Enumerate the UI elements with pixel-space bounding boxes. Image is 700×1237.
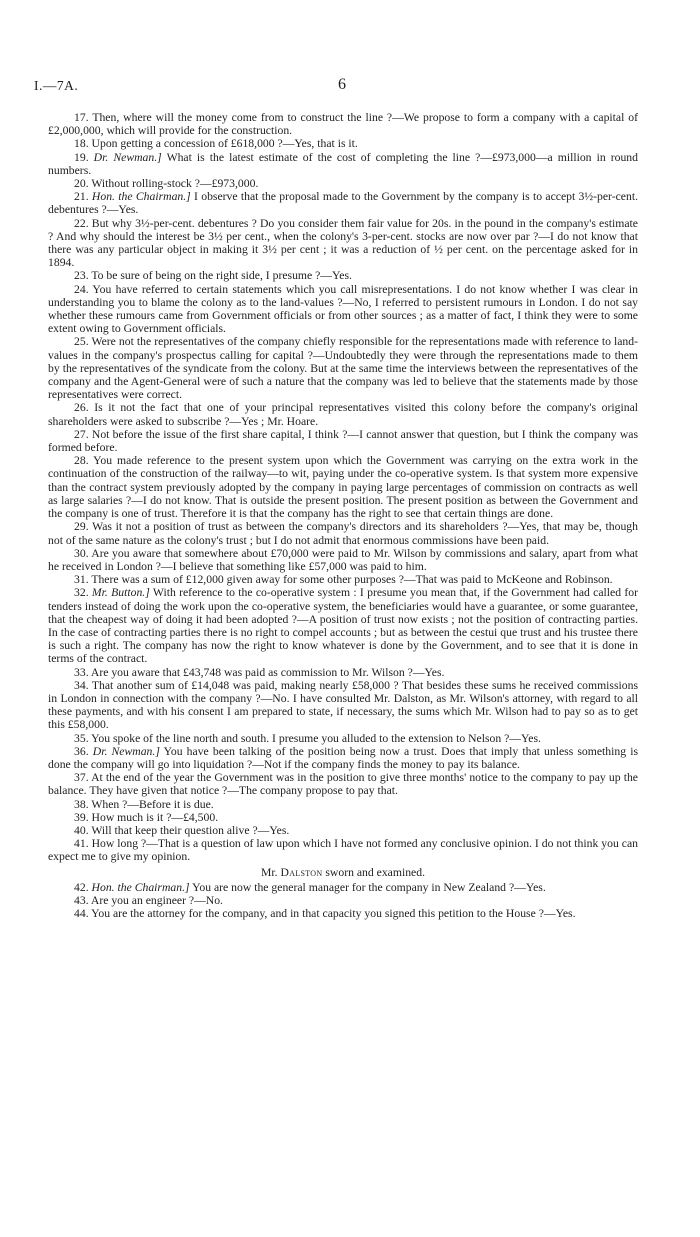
question-number: 21. (74, 190, 92, 204)
question-number: 34. (74, 678, 92, 692)
question-text: At the end of the year the Government was in the position to give three months' notice to the company to pay up the balance. They have given that notice ?—The company propose to pay that. (48, 771, 638, 798)
speaker-label: Hon. the Chairman.] (91, 190, 191, 204)
question-text: There was a sum of £12,000 given away for some other purposes ?—That was paid to McKeone and Robinson. (91, 573, 613, 587)
question-paragraph (48, 454, 638, 520)
question-text: To be sure of being on the right side, I presume ?—Yes. (91, 269, 352, 283)
question-paragraph (48, 547, 638, 573)
speaker-label: Mr. Button.] (91, 586, 150, 600)
question-text: You are the attorney for the company, and in that capacity you signed this petition to the House ?—Yes. (91, 907, 576, 921)
witness-name: Dalston (280, 865, 323, 879)
question-number: 38. (74, 797, 92, 811)
question-number: 36. (74, 744, 93, 758)
question-paragraph (48, 745, 638, 771)
question-text: But why 3½-per-cent. debentures ? Do you consider them fair value for 20s. in the pound in the company's estimate ? And why should the interest be 3½ per cent., when the colony's 3-per-cent. stocks are now over par ?—I do not know that there was any particular object in making it 3½ per cent ; it was a reduction of ½ per cent. on the percentage asked for in 1894. (48, 216, 638, 270)
speaker-label: Dr. Newman.] (93, 150, 162, 164)
speaker-label: Hon. the Chairman.] (91, 880, 190, 894)
question-paragraph (48, 190, 638, 216)
question-number: 37. (74, 771, 92, 785)
question-answer-list-continued (48, 881, 638, 921)
question-text: How much is it ?—£4,500. (91, 810, 219, 824)
question-paragraph (48, 811, 638, 824)
question-paragraph (48, 401, 638, 427)
question-number: 28. (74, 454, 94, 468)
question-text: Were not the representatives of the company chiefly responsible for the representations made with reference to land-values in the company's prospectus calling for capital ?—Undoubtedly they were through the representations made to them by the representatives of the syndicate from the colony. But at the same time the interviews between the representatives of the company and the Agent-General were of such a nature that the company was led to believe that the statements made by those representatives were correct. (48, 335, 638, 402)
document-reference: I.—7A. (34, 78, 79, 93)
question-text: Is it not the fact that one of your principal representatives visited this colony before the company's original shareholders were asked to subscribe ?—Yes ; Mr. Hoare. (48, 401, 639, 428)
question-paragraph (48, 798, 638, 811)
question-number: 26. (74, 401, 95, 415)
question-paragraph (48, 573, 638, 586)
question-text: You spoke of the line north and south. I presume you alluded to the extension to Nelson ?—Yes. (91, 731, 541, 745)
question-paragraph (48, 217, 638, 270)
witness-suffix: sworn and examined. (325, 865, 425, 879)
question-answer-list (48, 111, 638, 864)
question-text: Will that keep their question alive ?—Yes. (91, 823, 290, 837)
question-text: Not before the issue of the first share capital, I think ?—I cannot answer that question, but I think the company was formed before. (48, 427, 638, 455)
question-number: 44. (74, 907, 92, 921)
question-number: 35. (74, 731, 92, 745)
question-paragraph (48, 894, 638, 907)
speaker-label: Dr. Newman.] (92, 744, 160, 758)
question-paragraph (48, 666, 638, 679)
question-text: Without rolling-stock ?—£973,000. (91, 177, 259, 191)
question-paragraph (48, 732, 638, 745)
question-number: 42. (74, 880, 92, 894)
question-number: 27. (74, 427, 92, 441)
question-number: 33. (74, 665, 91, 679)
question-number: 43. (74, 893, 91, 907)
question-number: 41. (74, 837, 92, 851)
question-text: You made reference to the present system upon which the Government was carrying on the extra work in the continuation of the construction of the railway—to wit, paying under the co-operative system. Is that system more expensive than the contract system previously adopted by the company in paying large percentages of commission on contracts as well as large salaries ?—I do not know. That is outside the present position. The present position as between the Government and the company is one of trust. Therefore it is that the company has the right to see that certain things are done. (48, 454, 638, 521)
question-text: Upon getting a concession of £618,000 ?—Yes, that is it. (91, 137, 358, 151)
question-text: Are you an engineer ?—No. (90, 893, 223, 907)
question-paragraph (48, 771, 638, 797)
question-text: When ?—Before it is due. (91, 797, 214, 811)
question-number: 22. (74, 216, 92, 230)
question-text: What is the latest estimate of the cost of completing the line ?—£973,000—a million in round numbers. (48, 150, 638, 177)
question-number: 18. (74, 137, 92, 151)
question-number: 24. (74, 282, 93, 296)
question-paragraph (48, 586, 638, 665)
question-text: I observe that the proposal made to the Government by the company is to accept 3½-per-cent. debentures ?—Yes. (48, 190, 638, 217)
question-number: 25. (74, 335, 92, 349)
question-text: That another sum of £14,048 was paid, making nearly £58,000 ? That besides these sums he received commissions in London in connection with the company ?—No. I have consulted Mr. Dalston, as Mr. Wilson's attorney, with regard to all these payments, and with his consent I am prepared to state, if necessary, the sums which Mr. Wilson had to pay so as to get this £58,000. (48, 678, 638, 732)
question-text: You have referred to certain statements which you call misrepresentations. I do not know whether I was clear in understanding you to blame the colony as to the land-values ?—No, I referred to persistent rumours in London. I do not say whether these rumours came from Government officials or from other sources ; as a matter of fact, I think they were to some extent owing to Government officials. (48, 282, 639, 336)
page-number: 6 (338, 76, 346, 93)
question-paragraph (48, 907, 638, 920)
question-text: Then, where will the money come from to construct the line ?—We propose to form a company with a capital of £2,000,000, which will provide for the construction. (48, 111, 638, 138)
question-paragraph (48, 428, 638, 454)
question-paragraph (48, 137, 638, 150)
question-number: 40. (74, 823, 92, 837)
question-text: Was it not a position of trust as between the company's directors and its shareholders ?—Yes, that may be, though not of the same nature as the colony's trust ; but I do not admit that enormous commissions have been paid. (48, 520, 638, 547)
question-text: With reference to the co-operative system : I presume you mean that, if the Government had called for tenders instead of doing the work upon the co-operative system, the beneficiaries would have a guarantee, or some guarantee, that the cheapest way of doing it had been adopted ?—A position of trust now exists ; not the position of contracting parties. In the case of contracting parties there is no right to compel accounts ; but as between the cestui que trust and his trustee there is such a right. The company has now the right to know whatever is done by the Government, and to see that it is done in terms of the contract. (48, 586, 639, 666)
question-paragraph (48, 335, 638, 401)
question-text: You are now the general manager for the company in New Zealand ?—Yes. (192, 880, 546, 894)
question-paragraph (48, 283, 638, 336)
question-paragraph (48, 679, 638, 732)
question-number: 20. (74, 177, 92, 191)
witness-prefix: Mr. (261, 865, 278, 879)
question-paragraph (48, 269, 638, 282)
question-number: 19. (74, 150, 94, 164)
question-text: Are you aware that £43,748 was paid as commission to Mr. Wilson ?—Yes. (90, 665, 445, 679)
witness-heading (48, 866, 638, 879)
question-number: 39. (74, 810, 92, 824)
page-header (34, 78, 642, 98)
question-text: How long ?—That is a question of law upon which I have not formed any conclusive opinion. I do not think you can expect me to give my opinion. (48, 837, 639, 864)
question-paragraph (48, 824, 638, 837)
question-number: 29. (74, 520, 93, 534)
question-paragraph (48, 151, 638, 177)
question-paragraph (48, 111, 638, 137)
question-number: 31. (74, 573, 92, 587)
question-text: You have been talking of the position being now a trust. Does that imply that unless something is done the company will go into liquidation ?—Not if the company finds the money to pay its balance. (48, 744, 638, 771)
question-number: 32. (74, 586, 92, 600)
question-text: Are you aware that somewhere about £70,000 were paid to Mr. Wilson by commissions and salary, apart from what he received in London ?—I believe that something like £57,000 was paid to him. (48, 546, 638, 573)
question-number: 17. (74, 111, 93, 124)
document-body (48, 111, 638, 920)
question-paragraph (48, 520, 638, 546)
question-paragraph (48, 837, 638, 863)
question-paragraph (48, 881, 638, 894)
question-number: 23. (74, 269, 92, 283)
question-paragraph (48, 177, 638, 190)
question-number: 30. (74, 546, 92, 560)
